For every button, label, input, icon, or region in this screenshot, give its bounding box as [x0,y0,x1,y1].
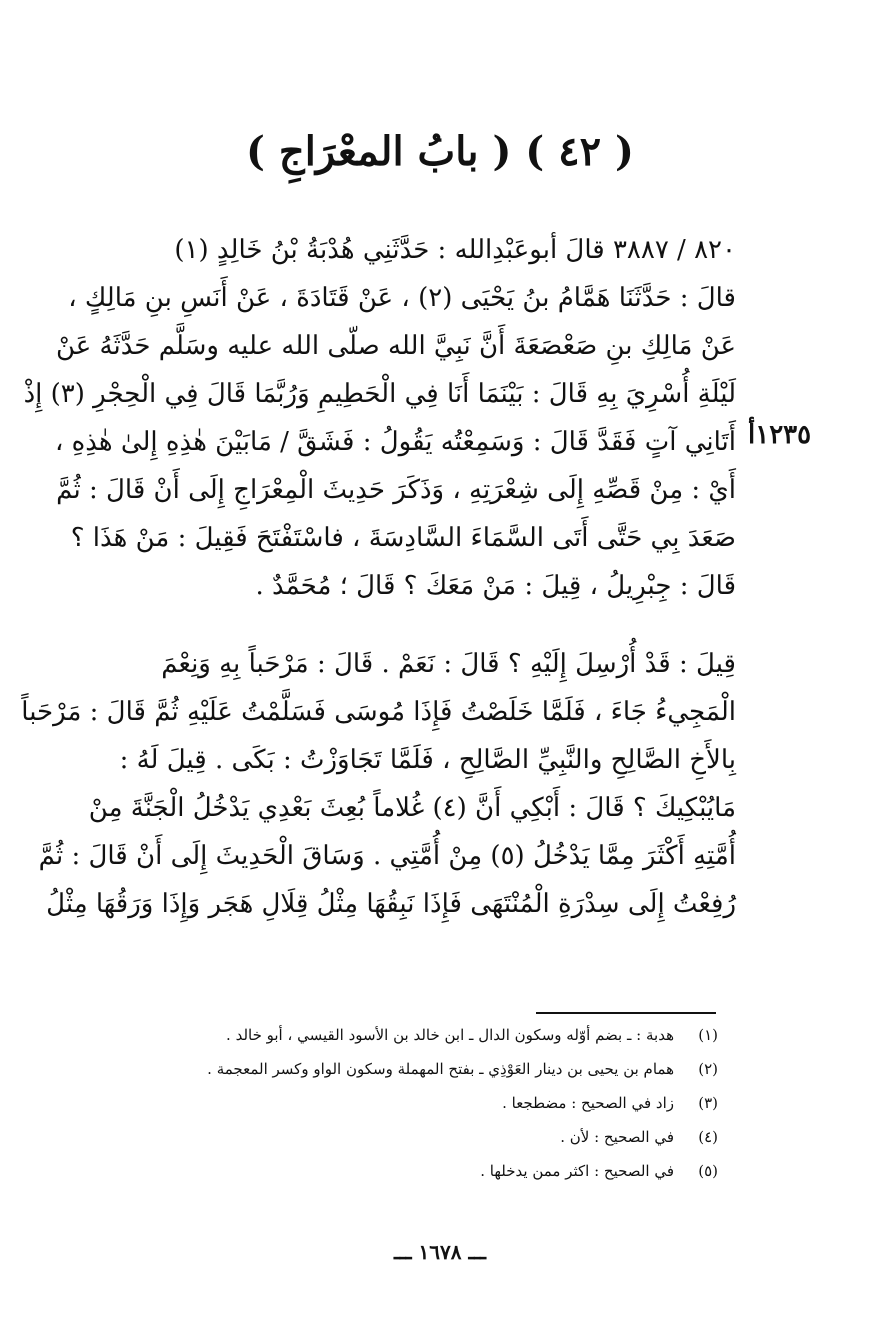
chapter-title: ( ٤٢ ) ( بابُ المعْرَاجِ ) [246,128,634,175]
footnote-item [380,1154,718,1188]
footnote-number: (٢) [698,1060,718,1078]
side-reference-number: ١٢٣٥أ [748,420,812,450]
footnote-text: همام بن يحيى بن دينار العَوْذِي ـ بفتح المهملة وسكون الواو وكسر المعجمة . [207,1060,674,1078]
text-line: مَايُبْكِيكَ ؟ قَالَ : أَبْكِي أَنَّ (٤) غُلاماً بُعِثَ بَعْدِي يَدْخُلُ الْجَنَّةَ مِنْ [88,793,736,823]
text-line: أَيْ : مِنْ قَصِّهِ إِلَى شِعْرَتِهِ ، وَذَكَرَ حَدِيثَ الْمِعْرَاجِ إِلَى أَنْ قَالَ : ثُمَّ [56,475,736,505]
text-line: قِيلَ : قَدْ أُرْسِلَ إِلَيْهِ ؟ قَالَ : نَعَمْ . قَالَ : مَرْحَباً بِهِ وَنِعْمَ [161,649,736,679]
footnote-text: في الصحيح : اكثر ممن يدخلها . [480,1162,674,1180]
text-line: قَالَ : جِبْرِيلُ ، قِيلَ : مَنْ مَعَكَ ؟ قَالَ ؛ مُحَمَّدٌ . [255,571,736,601]
text-line: قالَ : حَدَّثَنَا هَمَّامُ بنُ يَحْيَى (٢) ، عَنْ قَتَادَةَ ، عَنْ أَنَسِ بنِ مَالِكٍ ، [68,283,736,313]
footnote-text: زاد في الصحيح : مضطجعا . [502,1094,674,1112]
footnote-text: هدبة : ـ بضم أوّله وسكون الدال ـ ابن خالد بن الأسود القيسي ، أبو خالد . [226,1026,674,1044]
footnote-number: (١) [698,1026,718,1044]
paragraph-2 [21,640,736,928]
text-line: بِالأَخِ الصَّالِحِ والنَّبِيِّ الصَّالِحِ ، فَلَمَّا تَجَاوَزْتُ : بَكَى . قِيلَ لَهُ : [119,745,736,775]
text-line: أَتَانِي آتٍ فَقَدَّ قَالَ : وَسَمِعْتُه يَقُولُ : فَشَقَّ / مَابَيْنَ هٰذِهِ إِلىٰ هٰذِهِ ، [54,427,736,457]
text-line: رُفِعْتُ إِلَى سِدْرَةِ الْمُنْتَهَى فَإِذَا نَبِقُهَا مِثْلُ قِلَالِ هَجَر وَإِذَا وَرَقُهَا مِثْلُ [46,889,736,919]
footnote-number: (٤) [698,1128,718,1146]
footnote-number: (٣) [698,1094,718,1112]
footnote-item [380,1120,718,1154]
footnote-item [207,1052,718,1086]
text-line: ٨٢٠ / ٣٨٨٧ قالَ أبوعَبْدِالله : حَدَّثَنِي هُدْبَةُ بْنُ خَالِدٍ (١) [174,235,736,265]
footnote-text: في الصحيح : لأن . [560,1128,674,1146]
text-line: لَيْلَةِ أُسْرِيَ بِهِ قَالَ : بَيْنَمَا أَنَا فِي الْحَطِيمِ وَرُبَّمَا قَالَ فِي الْحِجْرِ (٣) إِذْ [23,379,736,409]
paragraph-1 [23,226,736,610]
footnote-number: (٥) [698,1162,718,1180]
footnote-divider [536,1012,716,1014]
footnote-item [380,1086,718,1120]
footnote-item [226,1018,718,1052]
text-line: عَنْ مَالِكِ بنِ صَعْصَعَةَ أَنَّ نَبِيَّ الله صلّى الله عليه وسَلَّم حَدَّثَهُ عَنْ [55,331,736,361]
footnotes [207,1018,718,1188]
text-line: صَعَدَ بِي حَتَّى أَتَى السَّمَاءَ السَّادِسَةَ ، فاسْتَفْتَحَ فَقِيلَ : مَنْ هَذَا ؟ [70,523,736,553]
text-line: أُمَّتِهِ أَكْثَرَ مِمَّا يَدْخُلُ (٥) مِنْ أُمَّتِي . وَسَاقَ الْحَدِيثَ إِلَى أَنْ قَالَ : ثُمَّ [38,841,736,871]
text-line: الْمَجِيءُ جَاءَ ، فَلَمَّا خَلَصْتُ فَإِذَا مُوسَى فَسَلَّمْتُ عَلَيْهِ ثُمَّ قَالَ : مَرْحَباً [21,697,736,727]
page-number: ـــ ١٦٧٨ ـــ [393,1240,487,1264]
